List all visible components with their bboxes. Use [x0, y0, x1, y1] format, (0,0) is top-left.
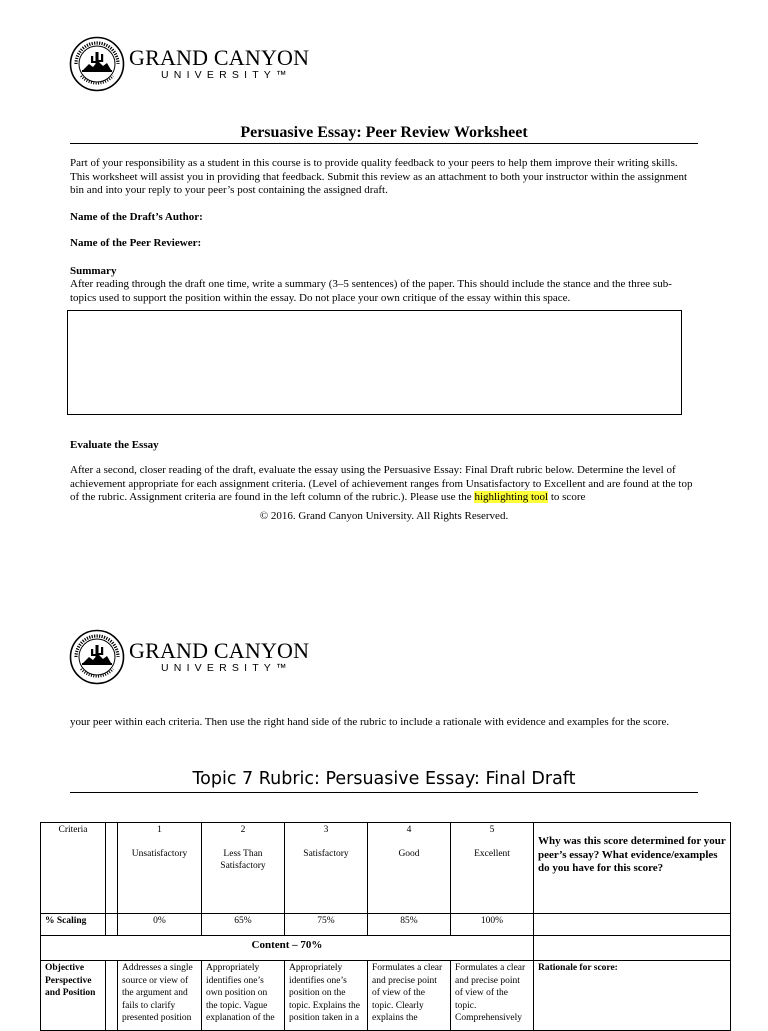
level-header: [118, 823, 202, 914]
criteria-name: Objective Perspective and Position: [41, 961, 106, 1031]
criteria-description[interactable]: Formulates a clear and precise point of view of the topic. Comprehensively: [451, 961, 534, 1031]
level-header: [202, 823, 285, 914]
author-label: Name of the Draft’s Author:: [70, 211, 203, 223]
scaling-value: 85%: [368, 914, 451, 936]
level-number: 1: [157, 825, 162, 835]
level-name: Unsatisfactory: [131, 848, 188, 859]
summary-input-box[interactable]: [67, 310, 682, 415]
scaling-rationale-cell[interactable]: [534, 914, 731, 936]
evaluate-heading: Evaluate the Essay: [70, 439, 159, 451]
level-header: [285, 823, 368, 914]
evaluate-text: After a second, closer reading of the draft, evaluate the essay using the Persuasive Essay: Final Draft rubric below. Determine the level of achievement appropriate for each assignment criteria. (Level of achievement ranges from Unsatisfactory to Excellent and are found at the top of the rubric. Assignment criteria are found in the left column of the rubric.). Please use the: [70, 464, 693, 503]
criteria-description[interactable]: Appropriately identifies one’s own position on the topic. Vague explanation of the: [202, 961, 285, 1031]
scaling-label: % Scaling: [41, 914, 106, 936]
rubric-table: [40, 822, 731, 1031]
rubric-header-row: [41, 823, 731, 914]
level-number: 5: [489, 825, 495, 835]
logo-subtitle: UNIVERSITY™: [161, 662, 292, 674]
summary-heading: Summary: [70, 265, 117, 277]
level-number: 4: [406, 825, 412, 835]
logo-name: GRAND CANYON: [129, 638, 310, 663]
level-name: Good: [398, 848, 420, 859]
spacer-cell: [106, 961, 118, 1031]
scaling-row: [41, 914, 731, 936]
logo-name: GRAND CANYON: [129, 45, 310, 70]
level-name: Less Than Satisfactory: [220, 848, 266, 871]
university-logo: [69, 36, 309, 92]
highlighting-tool-text: highlighting tool: [474, 491, 549, 503]
rubric-title: Topic 7 Rubric: Persuasive Essay: Final Draft: [192, 769, 576, 789]
rationale-cell[interactable]: Rationale for score:: [534, 961, 731, 1031]
level-number: 2: [240, 825, 246, 835]
rationale-header: Why was this score determined for your peer’s essay? What evidence/examples do you have for this score?: [534, 823, 731, 914]
criteria-header: Criteria: [41, 823, 106, 914]
evaluate-text-end: to score: [548, 491, 586, 503]
reviewer-label: Name of the Peer Reviewer:: [70, 237, 202, 249]
rubric-criteria-row: [41, 961, 731, 1031]
level-name: Excellent: [474, 848, 510, 859]
spacer-cell: [106, 823, 118, 914]
scaling-value: 0%: [118, 914, 202, 936]
scaling-value: 65%: [202, 914, 285, 936]
level-name: Satisfactory: [303, 848, 349, 859]
criteria-description[interactable]: Formulates a clear and precise point of view of the topic. Clearly explains the: [368, 961, 451, 1031]
evaluate-instructions: [70, 464, 698, 505]
university-logo-page-2: [69, 629, 309, 685]
summary-instructions: After reading through the draft one time, write a summary (3–5 sentences) of the paper. This should include the stance and the three sub-topics used to support the position within the essay. Do not place your own critique of the essay within this space.: [70, 278, 672, 304]
content-section-row: [41, 936, 731, 961]
level-header: [368, 823, 451, 914]
intro-paragraph: Part of your responsibility as a student in this course is to provide quality feedback to your peers to help them improve their writing skills. This worksheet will assist you in providing that feedback. Submit this review as an attachment to both your instructor within the assignment bin and into your reply to your peer’s post containing the assigned draft.: [70, 157, 688, 196]
criteria-description[interactable]: Appropriately identifies one’s position on the topic. Explains the position taken in a: [285, 961, 368, 1031]
university-seal-icon: [69, 36, 125, 92]
level-number: 3: [323, 825, 329, 835]
university-seal-icon: [69, 629, 125, 685]
rubric-title-rule: [70, 792, 698, 793]
criteria-description[interactable]: Addresses a single source or view of the argument and fails to clarify presented position: [118, 961, 202, 1031]
title-rule: [70, 143, 698, 144]
scaling-value: 75%: [285, 914, 368, 936]
copyright-footer: © 2016. Grand Canyon University. All Rights Reserved.: [259, 510, 509, 522]
content-rationale-cell[interactable]: [534, 936, 731, 961]
level-header: [451, 823, 534, 914]
content-section-label: Content – 70%: [41, 936, 534, 961]
scaling-value: 100%: [451, 914, 534, 936]
document-title: Persuasive Essay: Peer Review Worksheet: [240, 124, 528, 141]
spacer-cell: [106, 914, 118, 936]
logo-subtitle: UNIVERSITY™: [161, 69, 292, 81]
continuation-paragraph: your peer within each criteria. Then use the right hand side of the rubric to include a rationale with evidence and examples for the score.: [70, 716, 670, 728]
